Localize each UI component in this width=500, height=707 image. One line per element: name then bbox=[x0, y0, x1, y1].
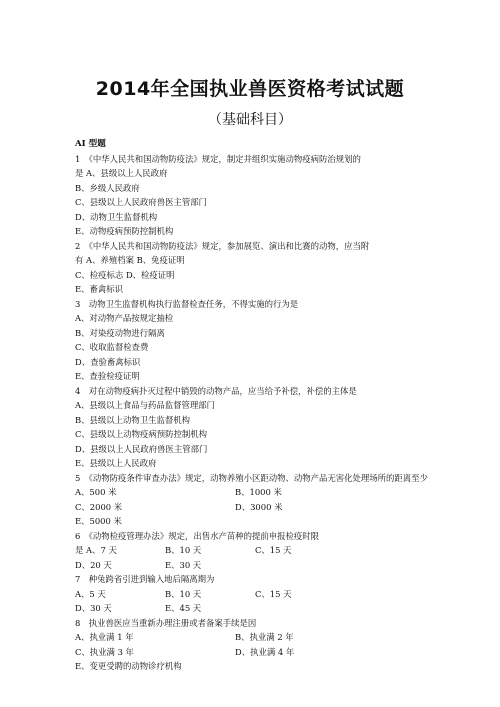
document-title: 2014年全国执业兽医资格考试试题 bbox=[95, 78, 405, 100]
question-1-option-d: D、动物卫生监督机构 bbox=[75, 211, 158, 222]
question-5-row-cd bbox=[75, 500, 435, 515]
question-2-option-e: E、畜禽标识 bbox=[75, 284, 123, 294]
question-6-option-a: 是 A、7 天 bbox=[75, 545, 117, 555]
question-8-option-b: B、执业满 2 年 bbox=[235, 632, 294, 642]
question-6-row-abc bbox=[75, 543, 435, 558]
question-4-option-c: C、县级以上动物疫病预防控制机构 bbox=[75, 429, 208, 439]
question-4-option-d: D、县级以上人民政府兽医主管部门 bbox=[75, 443, 208, 454]
question-8-option-e: E、变更受聘的动物诊疗机构 bbox=[75, 661, 182, 671]
question-7-option-b: B、10 天 bbox=[165, 588, 202, 599]
question-6-row-de bbox=[75, 558, 435, 573]
question-list bbox=[75, 137, 435, 674]
question-7-option-e: E、45 天 bbox=[165, 603, 202, 613]
question-7-option-d: D、30 天 bbox=[75, 603, 112, 613]
question-5-stem: 5 《动物防疫条件审查办法》规定，动物养殖小区距动物、动物产品无害化处理场所的距离至少 bbox=[75, 472, 428, 483]
question-1-option-a: 是 A、县级以上人民政府 bbox=[75, 168, 168, 178]
question-8-row-ab bbox=[75, 630, 435, 645]
question-7-option-a: A、5 天 bbox=[75, 588, 106, 599]
question-7-row-de bbox=[75, 601, 435, 616]
question-3-option-a: A、对动物产品按规定抽检 bbox=[75, 313, 174, 323]
question-8-stem: 8 执业兽医应当重新办理注册或者备案手续是因 bbox=[75, 617, 257, 628]
question-6-option-e: E、30 天 bbox=[165, 559, 202, 570]
question-3-option-c: C、收取监督检查费 bbox=[75, 342, 149, 352]
question-1-option-e: E、动物疫病预防控制机构 bbox=[75, 226, 174, 236]
question-5-option-c: C、2000 米 bbox=[75, 501, 123, 512]
question-6-option-d: D、20 天 bbox=[75, 559, 112, 570]
document-subtitle: （基础科目） bbox=[208, 112, 292, 128]
question-3-option-e: E、查验检疫证明 bbox=[75, 371, 140, 381]
question-7-row-abc bbox=[75, 587, 435, 602]
question-8-option-d: D、执业满 4 年 bbox=[235, 646, 295, 657]
question-8-option-a: A、执业满 1 年 bbox=[75, 632, 134, 642]
question-3-stem: 3 动物卫生监督机构执行监督检查任务，不得实施的行为是 bbox=[75, 298, 299, 309]
question-5-option-e: E、5000 米 bbox=[75, 516, 122, 526]
question-4-option-a: A、县级以上食品与药品监督管理部门 bbox=[75, 400, 216, 410]
question-2-options-ab: 有 A、养殖档案 B、免疫证明 bbox=[75, 255, 185, 265]
question-8-option-c: C、执业满 3 年 bbox=[75, 646, 134, 657]
question-8-row-cd bbox=[75, 645, 435, 660]
question-6-option-b: B、10 天 bbox=[165, 545, 202, 555]
section-heading: AI 型题 bbox=[75, 139, 106, 149]
question-5-option-b: B、1000 米 bbox=[235, 487, 282, 497]
question-2-stem: 2 《中华人民共和国动物防疫法》规定，参加展览、演出和比赛的动物，应当附 bbox=[75, 240, 370, 251]
question-5-option-d: D、3000 米 bbox=[235, 501, 283, 512]
question-7-option-c: C、15 天 bbox=[255, 588, 292, 599]
question-6-option-c: C、15 天 bbox=[255, 545, 292, 555]
question-2-options-cd: C、检疫标志 D、检疫证明 bbox=[75, 269, 175, 280]
question-1-option-c: C、县级以上人民政府兽医主管部门 bbox=[75, 197, 208, 207]
question-1-option-b: B、乡级人民政府 bbox=[75, 182, 140, 193]
question-5-row-ab bbox=[75, 485, 435, 500]
question-7-stem: 7 种兔跨省引进到输入地后隔离期为 bbox=[75, 574, 215, 584]
question-4-stem: 4 对在动物疫病扑灭过程中销毁的动物产品，应当给予补偿，补偿的主体是 bbox=[75, 385, 357, 396]
question-3-option-b: B、对染疫动物进行隔离 bbox=[75, 327, 165, 338]
question-1-stem: 1 《中华人民共和国动物防疫法》规定，制定并组织实施动物疫病防治规划的 bbox=[75, 153, 361, 164]
question-6-stem: 6 《动物检疫管理办法》规定，出售水产苗种的提前申报检疫时限 bbox=[75, 530, 320, 541]
question-4-option-b: B、县级以上动物卫生监督机构 bbox=[75, 414, 191, 425]
question-5-option-a: A、500 米 bbox=[75, 487, 117, 497]
question-4-option-e: E、县级以上人民政府 bbox=[75, 458, 157, 468]
question-3-option-d: D、查验畜禽标识 bbox=[75, 356, 141, 367]
